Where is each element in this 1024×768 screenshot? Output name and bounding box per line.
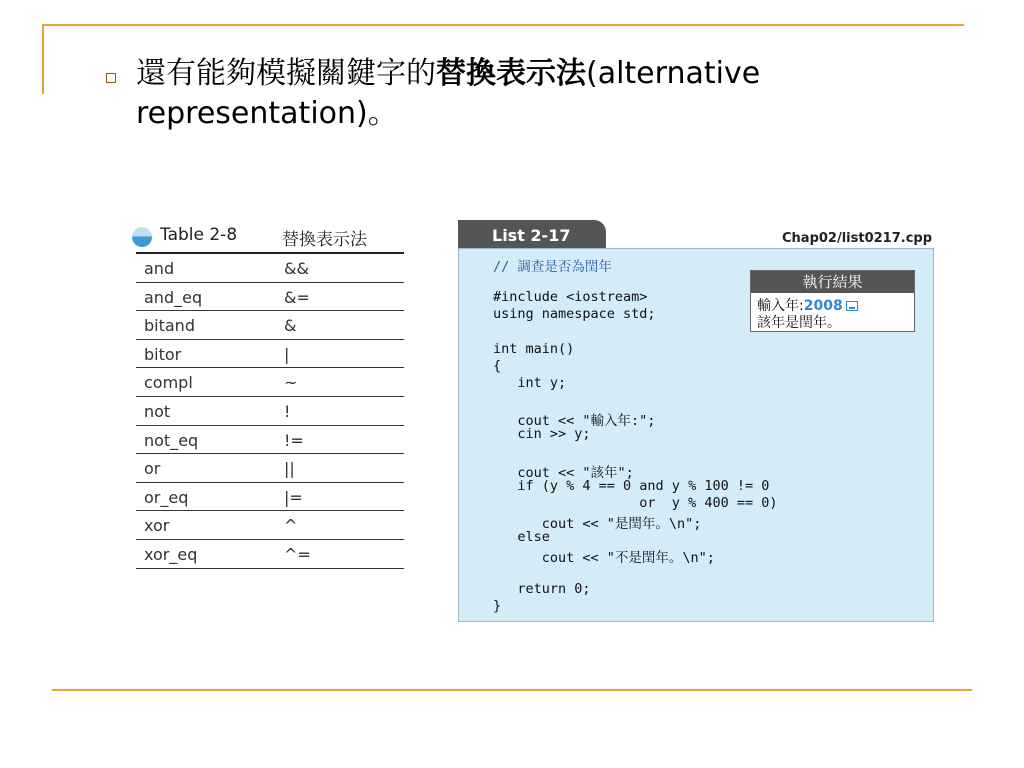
table-symbol: |= (284, 487, 303, 507)
table-row (136, 426, 404, 455)
table-row (136, 283, 404, 312)
table-row (136, 454, 404, 483)
table-symbol: != (284, 430, 304, 450)
code-line: // 調查是否為閏年 (493, 259, 612, 275)
table-row (136, 483, 404, 512)
code-line: cout << "不是閏年。\n"; (493, 550, 715, 566)
code-line: cout << "輸入年:"; (493, 413, 656, 429)
table-symbol: ! (284, 401, 291, 421)
table-keyword: or_eq (144, 487, 189, 507)
table-keyword: or (144, 459, 161, 479)
table-symbol: && (284, 259, 309, 278)
code-line: else (493, 529, 550, 545)
code-line: cout << "該年"; (493, 465, 634, 481)
bullet-text-bold: 替換表示法 (436, 56, 586, 91)
table-symbol: &= (284, 287, 310, 307)
table-keyword: bitor (144, 344, 182, 364)
enter-key-icon (846, 301, 858, 311)
table-keyword: xor_eq (144, 544, 198, 564)
table-row (136, 340, 404, 369)
table-keyword: compl (144, 373, 193, 393)
table-title: 替換表示法 (282, 230, 367, 250)
code-line: return 0; (493, 581, 591, 597)
top-rule (42, 24, 964, 26)
table-symbol: & (284, 316, 297, 336)
code-line: if (y % 4 == 0 and y % 100 != 0 (493, 478, 770, 494)
table-symbol: || (284, 459, 295, 479)
table-row (136, 368, 404, 397)
table-keyword: not (144, 401, 171, 421)
result-prompt: 輸入年: (757, 298, 804, 314)
table-keyword: xor (144, 516, 170, 536)
table-caption-label: Table 2-8 (160, 225, 238, 245)
code-line: cout << "是閏年。\n"; (493, 516, 702, 532)
code-line: int main() (493, 341, 575, 357)
alternative-tokens-table (136, 252, 404, 569)
listing-tab (458, 220, 606, 250)
result-output: 該年是閏年。 (757, 315, 841, 331)
table-symbol: ^= (284, 544, 311, 564)
bullet-icon (106, 73, 116, 83)
table-keyword: and (144, 259, 175, 278)
table-keyword: not_eq (144, 430, 199, 450)
table-keyword: and_eq (144, 287, 203, 307)
result-input-value: 2008 (803, 298, 843, 314)
side-rule (42, 24, 44, 94)
table-row (136, 511, 404, 540)
execution-result-box (750, 270, 915, 332)
listing-filename: Chap02/list0217.cpp (782, 231, 933, 246)
table-row (136, 540, 404, 569)
code-line: cin >> y; (493, 426, 591, 442)
table-row (136, 397, 404, 426)
bullet-text-normal: 還有能夠模擬關鍵字的 (136, 56, 436, 91)
code-line: or y % 400 == 0) (493, 495, 778, 511)
bullet-text-rest: (alternative representation)。 (136, 56, 761, 131)
result-title: 執行結果 (751, 271, 914, 293)
table-row (136, 254, 404, 283)
table-dot-icon (132, 227, 152, 247)
code-line: using namespace std; (493, 306, 656, 322)
bottom-rule (52, 689, 972, 691)
table-symbol: | (284, 344, 290, 364)
table-row (136, 311, 404, 340)
table-symbol: ^ (284, 516, 298, 536)
code-line: int y; (493, 375, 567, 391)
code-line: { (493, 358, 502, 374)
table-symbol: ~ (284, 373, 298, 393)
table-keyword: bitand (144, 316, 195, 336)
listing-tab-label: List 2-17 (492, 226, 571, 245)
code-line: #include <iostream> (493, 289, 648, 305)
code-line: } (493, 598, 502, 614)
bullet-text (136, 54, 896, 134)
